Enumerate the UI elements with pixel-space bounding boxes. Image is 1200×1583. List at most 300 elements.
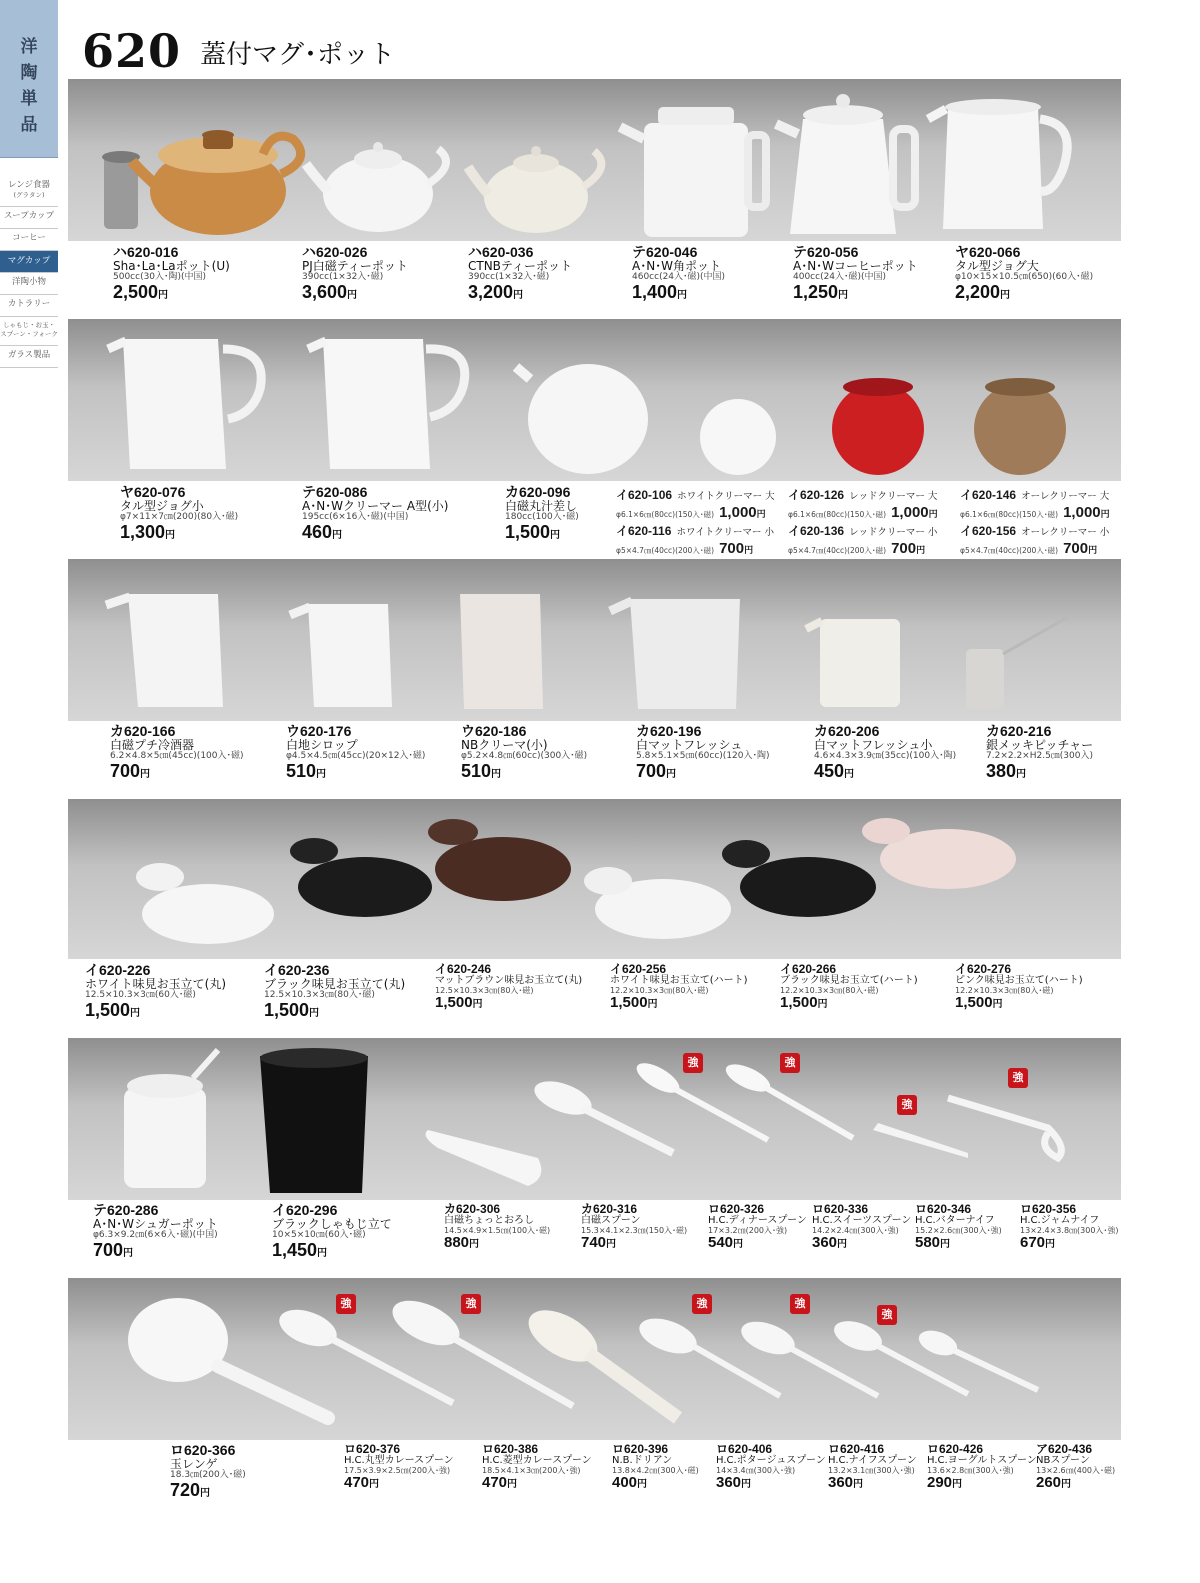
product-code: テ620-056 [793,244,859,260]
sidebar-item-label: コーヒー [12,233,46,243]
product-price [272,1241,392,1260]
product-name: A･N･Wコーヒーポット [793,258,918,273]
price-value: 700 [636,760,667,781]
yen-suffix: 円 [844,768,855,780]
product-photo-pots [68,79,1121,241]
price-value: 380 [986,760,1017,781]
creamer-entry [960,485,1120,503]
product-price [264,1001,405,1020]
price-value: 1,500 [264,999,310,1020]
product-name: 白地シロップ [286,737,358,752]
price-value: 510 [286,760,317,781]
pot-coffee-icon [790,119,896,234]
product-card[interactable] [93,1203,218,1260]
sidebar-item-soup-cup[interactable] [0,207,58,229]
creamer-entry [616,521,776,539]
product-card[interactable] [814,724,956,781]
product-spec: 12.5×10.3×3㎝(80入･磁) [264,990,375,1001]
strong-badge: 強 [780,1053,800,1073]
sidebar-item-coffee[interactable] [0,229,58,251]
product-name: レッドクリーマー 小 [849,527,938,539]
creamer-entry [788,485,948,503]
product-card[interactable] [482,1443,592,1491]
sidebar-item-ladles[interactable] [0,317,58,346]
product-code: テ620-086 [302,484,368,500]
product-card[interactable] [955,245,1093,302]
price-value: 1,300 [120,521,166,542]
creamer-entry [788,521,948,539]
product-card[interactable] [113,245,230,302]
price-value: 3,600 [302,281,348,302]
product-price [113,283,230,302]
product-code: イ620-236 [264,962,330,978]
product-spec: 17.5×3.9×2.5㎝(200入･強) [344,1466,451,1476]
price-value: 2,500 [113,281,159,302]
sugar-pot-icon [124,1088,206,1188]
product-name: ピンク味見お玉立て(ハート) [955,974,1083,986]
product-price [955,995,1083,1011]
yen-suffix: 円 [469,1239,480,1251]
product-name: H.C.ディナースプーン [708,1214,807,1226]
product-name: マットブラウン味見お玉立て(丸) [435,974,583,986]
product-name: PJ白磁ティーポット [302,258,408,273]
product-spec: 18.3㎝(200入･磁) [170,1470,246,1481]
product-spec: 5.8×5.1×5㎝(60cc)(120入･陶) [636,751,770,762]
ladle-rest-white-icon [142,884,274,944]
sidebar-item-label: マグカップ [7,256,51,266]
product-spec: 15.3×4.1×2.3㎝(150入･磁) [581,1226,688,1236]
creamers-illustration [68,559,1121,721]
product-code: ロ620-426 [927,1442,984,1456]
sidebar-item-label: レンジ食器 [7,180,51,190]
product-name: タル型ジョグ小 [120,498,204,513]
product-price [120,523,238,542]
price-value: 1,500 [780,994,818,1012]
product-card[interactable] [1036,1443,1115,1491]
price-value: 470 [344,1474,370,1492]
product-photo-cutlery [68,1038,1121,1200]
ladle-rests-illustration [68,799,1121,959]
product-price [435,995,582,1011]
nb-spoon-icon [915,1326,960,1360]
product-spec: 13.6×2.8㎝(300入･強) [927,1466,1014,1476]
product-price [170,1481,246,1500]
sidebar-item-range-dishes[interactable] [0,176,58,207]
product-card[interactable] [632,245,725,302]
price-value: 1,450 [272,1239,318,1260]
product-name: H.C.菱型カレースプーン [482,1454,592,1466]
product-price [612,1475,699,1491]
product-code: イ620-246 [435,962,492,976]
product-card[interactable] [170,1443,246,1500]
yen-suffix: 円 [733,1239,744,1251]
product-price [344,1475,454,1491]
product-photo-spoons [68,1278,1121,1440]
yen-suffix: 円 [491,768,502,780]
product-spec: 10×5×10㎝(60入･磁) [272,1230,366,1241]
price-value: 360 [716,1474,742,1492]
cutlery-illustration [68,1038,1121,1200]
ladle-rest-brown-icon [435,837,571,901]
product-photo-jugs [68,319,1121,481]
product-code: テ620-046 [632,244,698,260]
product-price [444,1235,550,1251]
product-card[interactable] [264,963,405,1020]
butter-knife-icon [873,1123,968,1158]
product-spec: φ5×4.7㎝(40cc)(200入･磁) [788,545,886,555]
yen-suffix: 円 [940,1239,951,1251]
category-char: 洋 [20,37,38,57]
product-code: ロ620-326 [708,1202,765,1216]
yen-suffix: 円 [140,768,151,780]
product-code: イ620-296 [272,1202,338,1218]
product-card[interactable] [915,1203,1002,1251]
strong-badge: 強 [336,1294,356,1314]
product-card[interactable] [612,1443,699,1491]
sidebar-item-mug[interactable] [0,251,58,273]
category-char: 品 [20,115,38,135]
white-creamer-icon [700,399,776,475]
product-price [927,1475,1037,1491]
sidebar-item-label: しゃもじ・お玉・ [3,321,55,329]
product-price [814,762,956,781]
price-value: 1,500 [85,999,131,1020]
pot-square-icon [644,123,748,237]
product-code: カ620-316 [581,1202,638,1216]
sidebar-item-label: ガラス製品 [7,350,51,360]
yen-suffix: 円 [158,289,169,301]
product-name: 白マットフレッシュ小 [814,737,933,752]
grater-icon [426,1130,542,1186]
product-spec: 14×3.4㎝(300入･強) [716,1466,796,1476]
product-code: テ620-286 [93,1202,159,1218]
product-name: ホワイト味見お玉立て(ハート) [610,974,748,986]
product-card[interactable] [444,1203,550,1251]
creamer-a-icon [323,339,430,469]
yen-suffix: 円 [309,1007,320,1019]
yen-suffix: 円 [837,1239,848,1251]
creamer-pair-white[interactable] [616,485,776,557]
product-code: イ620-266 [780,962,837,976]
product-card[interactable] [302,485,448,542]
product-code: ロ620-336 [812,1202,869,1216]
yen-suffix: 円 [165,529,176,541]
ole-creamer-icon [974,383,1066,475]
price-value: 880 [444,1234,470,1252]
price-value: 580 [915,1234,941,1252]
product-name: 銀メッキピッチャー [986,737,1094,752]
product-card[interactable] [272,1203,392,1260]
product-code: イ620-106 [616,488,673,502]
product-price [581,1235,687,1251]
sweets-spoon-icon [722,1059,774,1097]
product-spec: 390cc(1×32入･磁) [468,272,550,283]
product-spec: φ5.2×4.8㎝(60cc)(300入･磁) [461,751,588,762]
product-price [482,1475,592,1491]
sidebar-item-label: 洋陶小物 [11,277,46,287]
yen-suffix: 円 [1000,289,1011,301]
product-code: ヤ620-076 [120,484,186,500]
strong-badge: 強 [790,1294,810,1314]
product-spec: 4.6×4.3×3.9㎝(35cc)(100入･陶) [814,751,957,762]
product-card[interactable] [828,1443,917,1491]
yen-suffix: 円 [666,768,677,780]
product-card[interactable] [505,485,579,542]
price-value: 1,000 [1063,503,1101,521]
product-spec: 12.5×10.3×3㎝(60入･磁) [85,990,196,1001]
product-price [812,1235,911,1251]
yen-suffix: 円 [853,1479,864,1491]
product-price [708,1235,807,1251]
product-price [716,1475,826,1491]
product-spec: 12.2×10.3×3㎝(80入･磁) [780,986,879,996]
product-name: 玉レンゲ [170,1456,218,1471]
product-card[interactable] [812,1203,911,1251]
creamer-pair-red[interactable] [788,485,948,557]
product-code: ハ620-036 [468,244,534,260]
price-value: 1,500 [505,521,551,542]
price-value: 2,200 [955,281,1001,302]
product-card[interactable] [1020,1203,1119,1251]
price-value: 540 [708,1234,734,1252]
category-char: 陶 [20,63,38,83]
product-price [780,995,918,1011]
product-spec: φ6.1×6㎝(80cc)(150入･磁) [788,509,886,519]
product-name: Sha･La･Laポット(U) [113,258,230,273]
price-value: 700 [1063,539,1089,557]
product-code: ウ620-176 [286,723,352,739]
sidebar-item-label: カトラリー [7,299,51,309]
product-spec: 13×2.6㎝(400入･磁) [1036,1466,1116,1476]
price-value: 290 [927,1474,953,1492]
product-price [793,283,918,302]
sidebar-item-label: スープカップ [4,211,54,221]
jam-knife-icon [948,1098,1061,1158]
jug-small-icon [123,339,226,469]
product-card[interactable] [120,485,238,542]
product-card[interactable] [468,245,572,302]
jug-large-icon [943,107,1043,229]
product-name: オーレクリーマー 大 [1021,491,1110,502]
creamer-entry [616,485,776,503]
product-price [636,762,770,781]
product-code: イ620-126 [788,488,845,502]
product-card[interactable] [581,1203,687,1251]
product-price [915,1235,1002,1251]
product-spec: 12.2×10.3×3㎝(80入･磁) [610,986,709,996]
product-price [1020,1235,1119,1251]
yen-suffix: 円 [316,768,327,780]
price-value: 700 [891,539,917,557]
strong-badge: 強 [897,1095,917,1115]
yen-suffix: 円 [677,289,688,301]
yen-suffix: 円 [817,999,828,1011]
ladle-rest-heart-black-icon [740,857,876,917]
product-spec: 14.2×2.4㎝(300入･強) [812,1226,899,1236]
yen-suffix: 円 [1016,768,1027,780]
product-price [986,762,1093,781]
matte-fresh-small-icon [820,619,900,707]
product-price [461,762,587,781]
price-value: 360 [828,1474,854,1492]
product-name: N.B.ドリアン [612,1454,673,1466]
price-value: 460 [302,521,333,542]
product-name: ホワイトクリーマー 大 [677,491,775,502]
strong-badge: 強 [461,1294,481,1314]
product-code: カ620-166 [110,723,176,739]
price-value: 1,500 [955,994,993,1012]
product-card[interactable] [461,724,587,781]
product-code: イ620-156 [960,524,1017,539]
product-price [1036,1475,1115,1491]
product-code: イ620-146 [960,488,1017,502]
page-title: 蓋付マグ･ポット [200,40,396,70]
product-name: 白磁丸汁差し [505,498,578,513]
product-price [110,762,244,781]
yen-suffix: 円 [347,289,358,301]
sidebar-item-cutlery[interactable] [0,295,58,317]
product-card[interactable] [435,963,582,1011]
price-value: 3,200 [468,281,514,302]
product-name: H.C.ヨーグルトスプーン [927,1454,1037,1466]
creamer-pair-ole[interactable] [960,485,1120,557]
product-price [468,283,572,302]
product-price [93,1241,218,1260]
strong-badge: 強 [692,1294,712,1314]
product-card[interactable] [85,963,226,1020]
silver-pitcher-icon [966,649,1004,709]
pots-illustration [68,79,1121,241]
category-char: 単 [20,89,38,109]
syrup-icon [308,604,392,707]
product-name: NBスプーン [1036,1454,1090,1466]
yen-suffix: 円 [741,1479,752,1491]
product-name: H.C.ジャムナイフ [1020,1214,1100,1226]
product-price [302,283,408,302]
creamer-spec-line [960,503,1120,522]
product-code: ロ620-406 [716,1442,773,1456]
product-spec: 13.2×3.1㎝(300入･強) [828,1466,915,1476]
product-card[interactable] [986,724,1093,781]
sidebar-item-glass[interactable] [0,346,58,368]
sidebar-item-small-goods[interactable] [0,273,58,295]
round-curry-spoon-icon [274,1303,341,1354]
yen-suffix: 円 [606,1239,617,1251]
price-value: 740 [581,1234,607,1252]
product-spec: 7.2×2.2×H2.5㎝(300入) [986,751,1093,762]
product-card[interactable] [780,963,918,1011]
price-value: 1,500 [435,994,473,1012]
creamer-entry [960,521,1120,539]
product-card[interactable] [927,1443,1037,1491]
yen-suffix: 円 [647,999,658,1011]
yen-suffix: 円 [369,1479,380,1491]
product-spec: 400cc(24入･磁)(中国) [793,272,887,283]
product-code: カ620-216 [986,723,1052,739]
creamer-spec-line [616,503,776,522]
product-name: H.C.スイーツスプーン [812,1214,912,1226]
product-card[interactable] [302,245,408,302]
potage-spoon-icon [635,1312,702,1361]
yen-suffix: 円 [1100,509,1110,520]
product-name: H.C.バターナイフ [915,1214,995,1226]
product-spec: 180cc(100入･磁) [505,512,579,523]
product-card[interactable] [110,724,244,781]
product-spec: φ5×4.7㎝(40cc)(200入･磁) [960,545,1058,555]
product-card[interactable] [955,963,1083,1011]
product-code: ロ620-386 [482,1442,539,1456]
nb-creamer-icon [460,594,543,709]
product-code: ロ620-396 [612,1442,669,1456]
product-price [302,523,448,542]
creamer-spec-line [616,539,776,558]
strong-badge: 強 [1008,1068,1028,1088]
product-code: ロ620-356 [1020,1202,1077,1216]
product-name: ブラックしゃもじ立て [272,1216,392,1231]
product-card[interactable] [636,724,770,781]
yen-suffix: 円 [637,1479,648,1491]
yen-suffix: 円 [507,1479,518,1491]
product-code: ハ620-016 [113,244,179,260]
product-name: H.C.ナイフスプーン [828,1454,917,1466]
yen-suffix: 円 [200,1487,211,1499]
sidebar-item-sub: スプーン・フォーク [0,330,58,338]
product-card[interactable] [716,1443,826,1491]
yen-suffix: 円 [130,1007,141,1019]
product-spec: 13×2.4×3.8㎝(300入･強) [1020,1226,1119,1236]
yen-suffix: 円 [550,529,561,541]
yen-suffix: 円 [317,1247,328,1259]
product-spec: φ10×15×10.5㎝(650)(60入･磁) [955,272,1094,283]
product-code: イ620-256 [610,962,667,976]
price-value: 700 [110,760,141,781]
product-name: ブラック味見お玉立て(ハート) [780,974,918,986]
price-value: 1,000 [891,503,929,521]
product-code: イ620-136 [788,524,845,539]
product-card[interactable] [610,963,748,1011]
product-card[interactable] [344,1443,454,1491]
price-value: 510 [461,760,492,781]
product-spec: φ6.1×6㎝(80cc)(150入･磁) [616,509,714,519]
price-value: 260 [1036,1474,1062,1492]
product-name: 白磁プチ冷酒器 [110,737,195,752]
product-code: カ620-096 [505,484,571,500]
yen-suffix: 円 [1061,1479,1072,1491]
product-name: ブラック味見お玉立て(丸) [264,976,406,991]
price-value: 1,400 [632,281,678,302]
product-spec: φ5×4.7㎝(40cc)(200入･磁) [616,545,714,555]
category-sidebar [0,0,58,368]
product-code: ロ620-346 [915,1202,972,1216]
product-price [632,283,725,302]
product-card[interactable] [793,245,918,302]
product-card[interactable] [708,1203,807,1251]
product-spec: 14.5×4.9×1.5㎝(100入･磁) [444,1226,551,1236]
product-spec: φ6.3×9.2㎝(6×6入･磁)(中国) [93,1230,218,1241]
product-card[interactable] [286,724,425,781]
product-name: ホワイト味見お玉立て(丸) [85,976,227,991]
product-spec: φ6.1×6㎝(80cc)(150入･磁) [960,509,1058,519]
porcelain-spoon-icon [530,1075,596,1122]
sake-server-icon [128,594,223,707]
product-name: 白マットフレッシュ [636,737,743,752]
product-spec: 500cc(30入･陶)(中国) [113,272,207,283]
price-value: 700 [93,1239,124,1260]
sauce-pourer-icon [528,364,648,474]
yen-suffix: 円 [1045,1239,1056,1251]
product-name: 白磁スプーン [581,1214,641,1226]
product-spec: φ4.5×4.5㎝(45cc)(20×12入･磁) [286,751,426,762]
